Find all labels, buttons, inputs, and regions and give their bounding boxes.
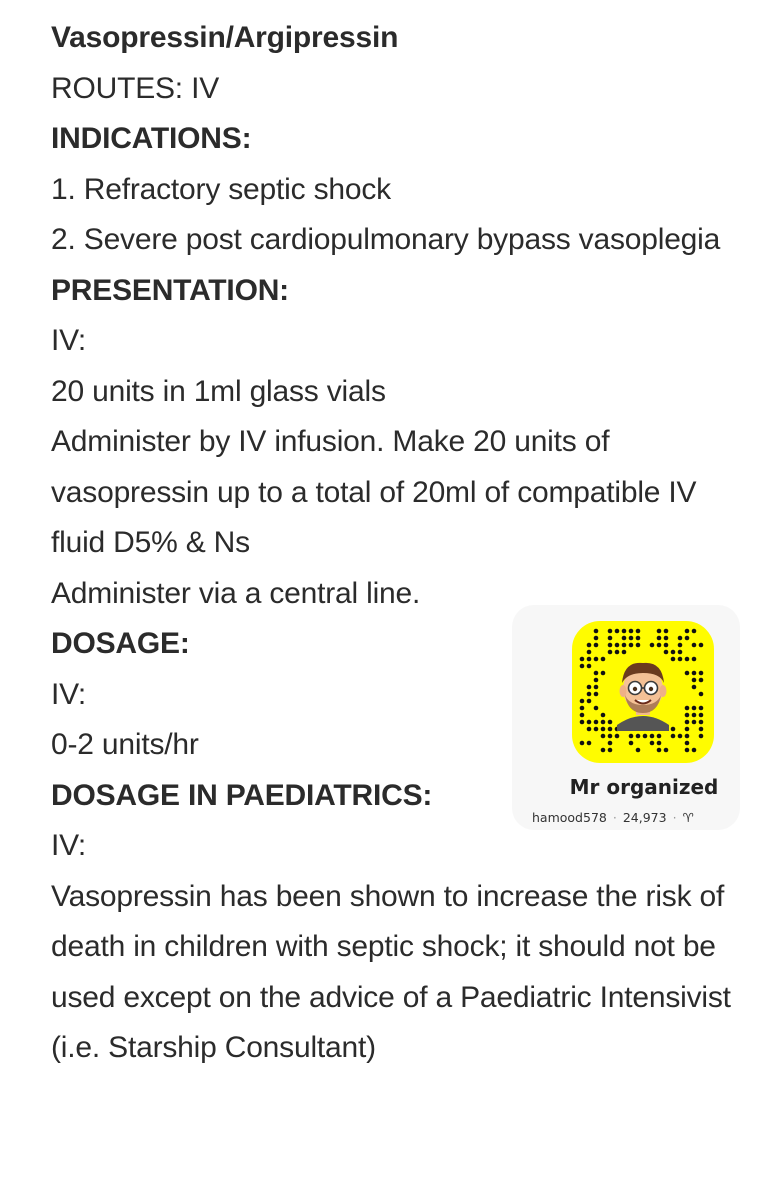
snap-display-name: Mr organized [569, 775, 719, 799]
presentation-route: IV: [51, 324, 86, 357]
snapchat-profile-card [512, 605, 740, 830]
snap-username: hamood578 [532, 810, 607, 825]
snapcode-qr [572, 621, 714, 763]
drug-title: Vasopressin/Argipressin [51, 21, 399, 54]
drug-note [51, 13, 741, 1074]
indications-heading: INDICATIONS: [51, 122, 252, 155]
presentation-heading: PRESENTATION: [51, 273, 289, 307]
dosage-route: IV: [51, 677, 86, 711]
bitmoji-avatar-icon [607, 656, 679, 731]
indication-item: 2. Severe post cardiopulmonary bypass vasoplegia [51, 223, 721, 256]
paediatrics-route: IV: [51, 829, 86, 862]
zodiac-icon: ♈ [682, 810, 694, 825]
routes-line: ROUTES: IV [51, 71, 220, 105]
paediatrics-text: Vasopressin has been shown to increase the risk of death in children with septic shock; it should not be used except on the advice of a Paediatric Intensivist (i.e. Starship Consultant) [51, 879, 731, 1064]
snap-score: 24,973 [622, 810, 667, 825]
snap-meta-line [532, 810, 768, 825]
presentation-line: Administer by IV infusion. Make 20 units of vasopressin up to a total of 20ml of compatible IV fluid D5% & Ns [51, 425, 697, 559]
paediatrics-heading: DOSAGE IN PAEDIATRICS: [51, 778, 433, 812]
snapcode-dots-icon [572, 621, 714, 763]
presentation-line: 20 units in 1ml glass vials [51, 374, 386, 408]
dosage-value: 0-2 units/hr [51, 728, 199, 761]
indication-item: 1. Refractory septic shock [51, 172, 391, 206]
separator-dot: · [672, 810, 677, 825]
dosage-heading: DOSAGE: [51, 627, 190, 660]
presentation-line: Administer via a central line. [51, 576, 421, 610]
separator-dot: · [612, 810, 617, 825]
